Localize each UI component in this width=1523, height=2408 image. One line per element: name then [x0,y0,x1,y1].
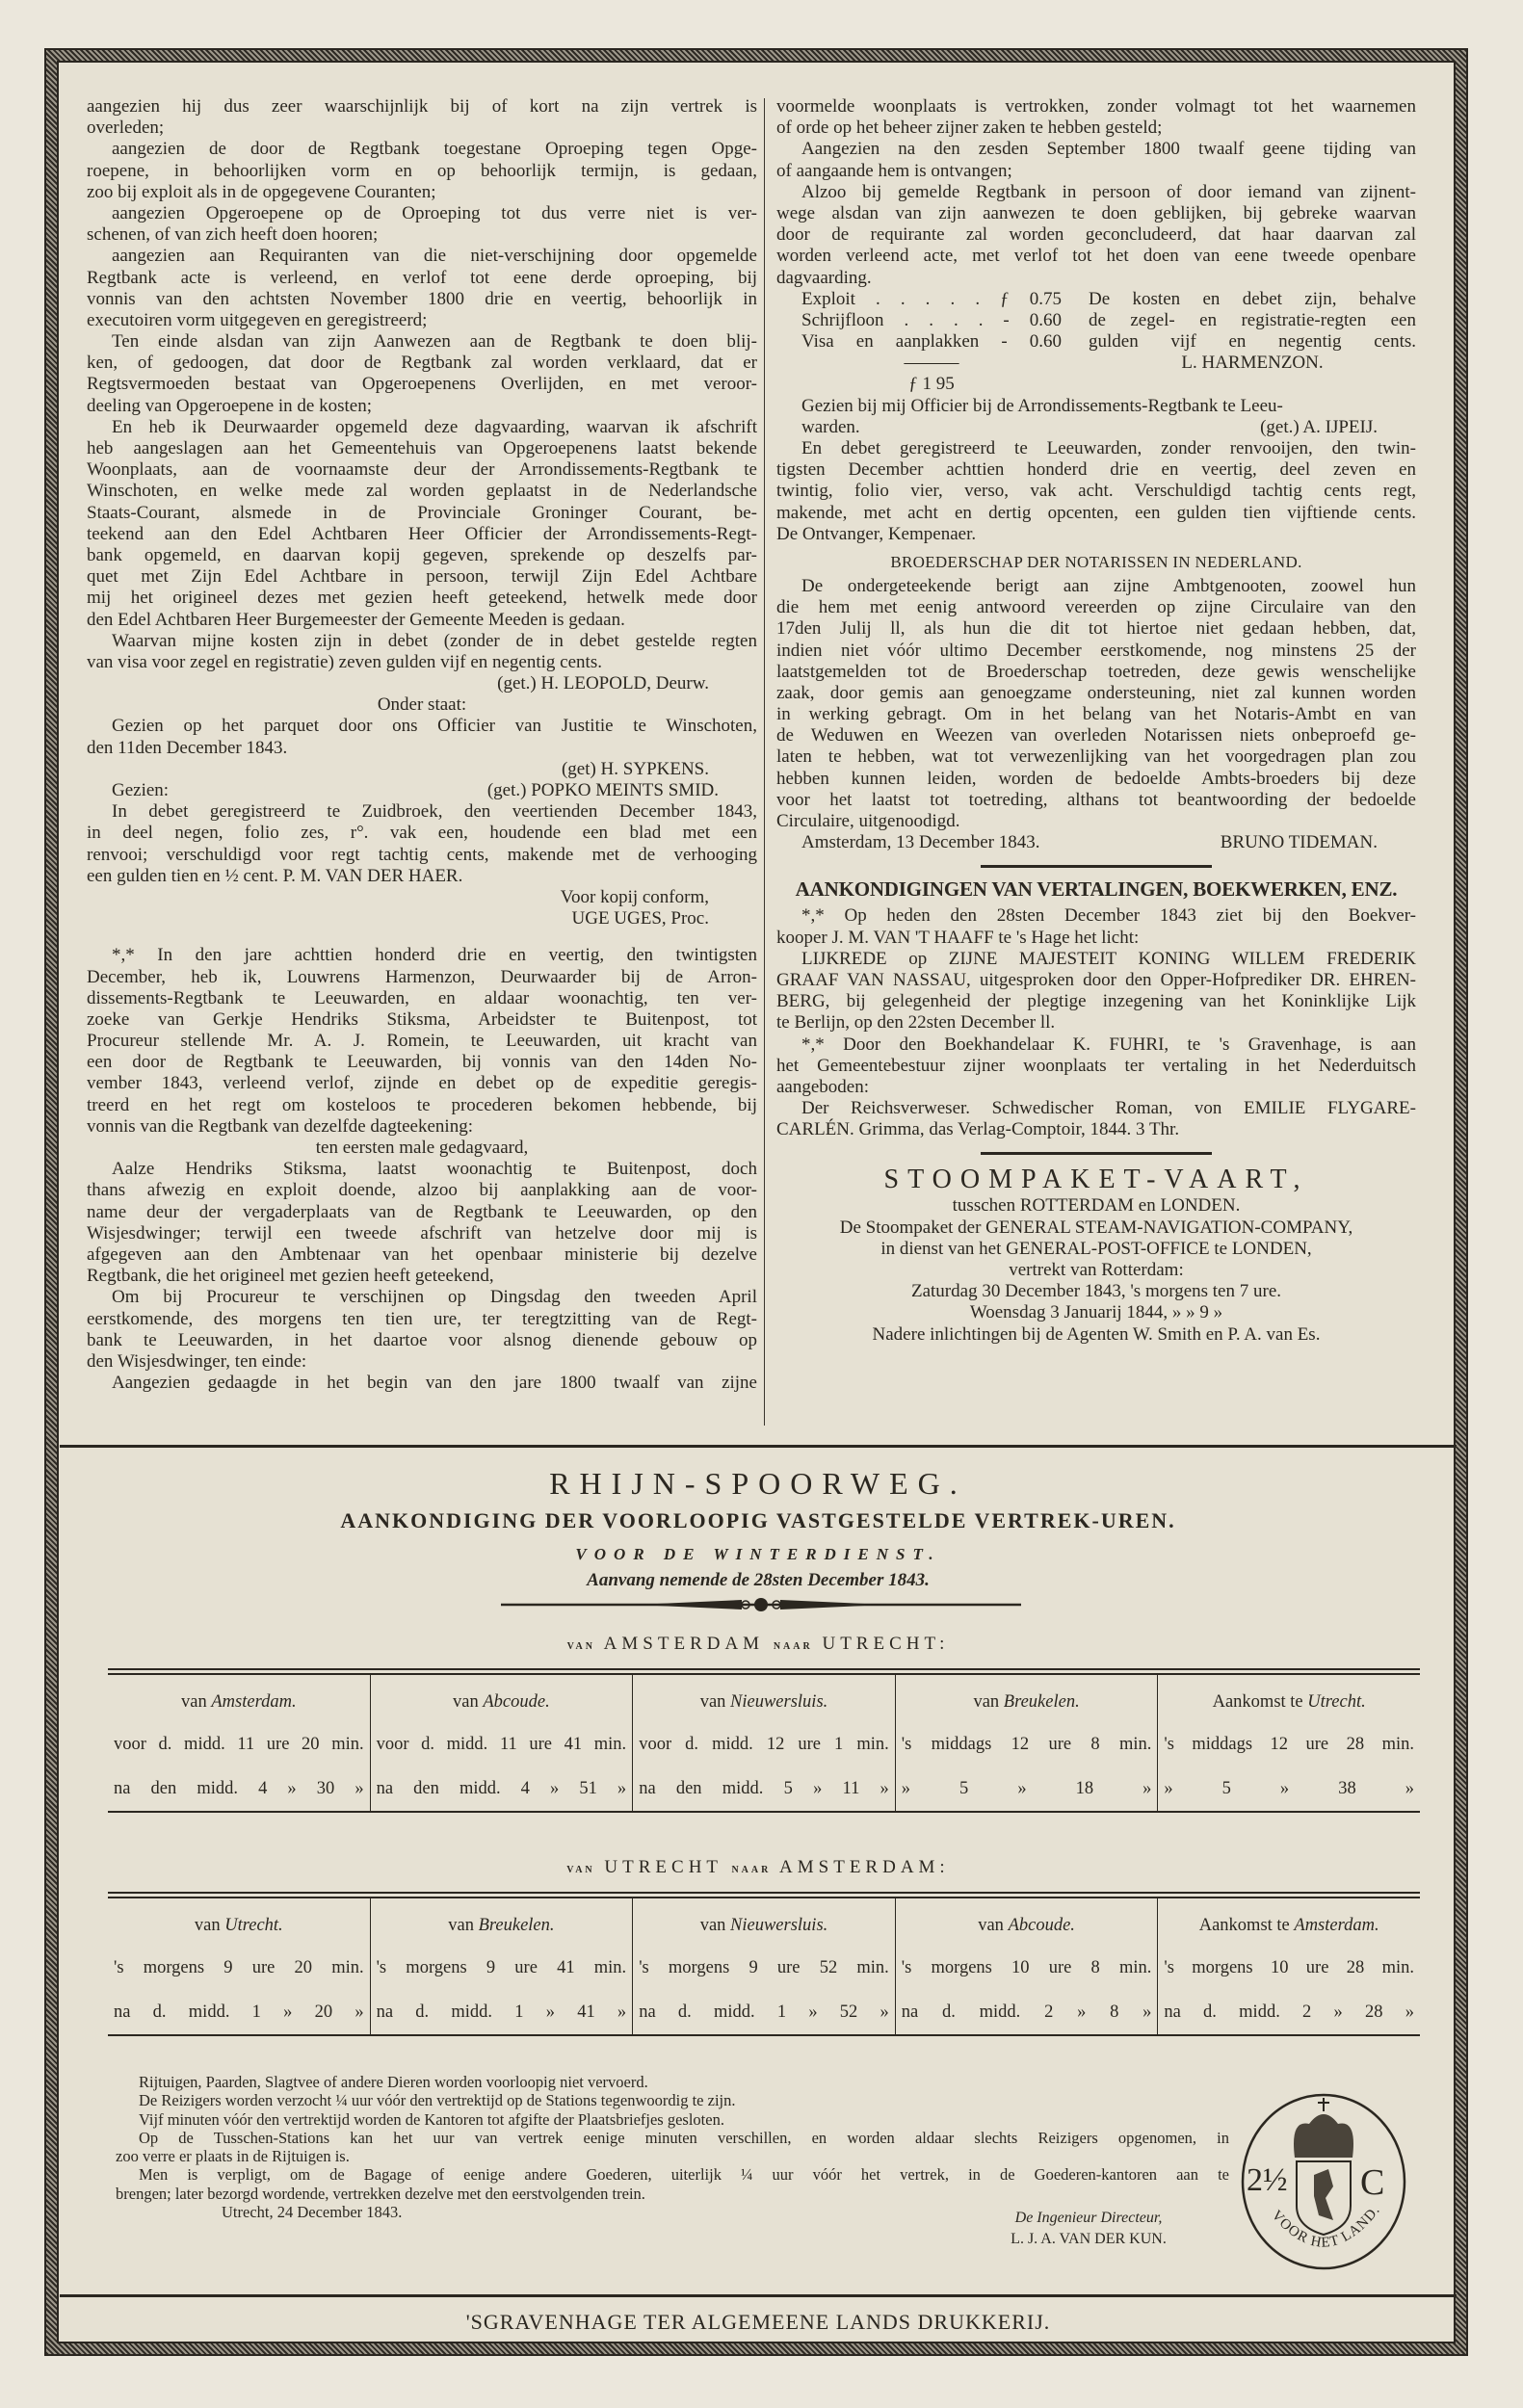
text-line: bank opgemeld, en daarvan kopij gegeven, sprekende op deszelfs par- [87,544,757,565]
column-header [377,1898,627,1946]
text-line: worden verleend acte, met verlof tot het doen van eene tweede openbare [776,246,1416,267]
column-header [902,1674,1152,1722]
railway-subtitle: AANKONDIGING DER VOORLOOPIG VASTGESTELDE VERTREK-UREN. [340,1508,1176,1532]
station-prefix: van [453,1692,479,1712]
text-line: En debet geregistreerd te Leeuwarden, zonder renvooijen, den twin- [801,438,1416,458]
text-line: den 11den December 1843. [87,737,288,758]
cost-note-line: L. HARMENZON. [1181,353,1324,374]
paragraph [776,905,1416,948]
cost-table [776,289,1416,396]
text-line: Regtsvermoeden bestaat van Opgeroepenens Overlijden, en met veroor- [87,374,757,395]
paragraph [87,203,757,246]
text-line: of orde op het beheer zijner zaken te hebben gesteld; [776,118,1163,139]
dir-van: VAN [566,1641,595,1652]
paragraph [776,1098,1416,1140]
departure-time: 's middags 12 ure 8 min. [901,1735,1152,1754]
centered-line: vertrekt van Rotterdam: [1009,1260,1184,1280]
paragraph [776,96,1416,139]
text-line: afgegeven aan den Ambtenaar van het openbaar ministerie bij dezelve [87,1243,757,1265]
text-line: vonnis van die Regtbank van dezelfde dagteekening: [87,1115,473,1137]
signature-line: (get) H. SYPKENS. [561,758,709,779]
timetable-column [1158,1898,1420,2034]
timetable-direction [60,1634,1457,1655]
text-line: aangezien aan Requiranten van die niet-verschijning door opgemelde [112,246,757,267]
departure-time: na d. midd. 2 » 28 » [1164,2002,1414,2022]
text-line: Waarvan mijne kosten zijn in debet (zonder de in debet gestelde regten [112,630,757,651]
text-line: indien niet vóór ultimo December eerstkomende, nog minstens 25 der [776,640,1416,661]
divider-rule [981,865,1212,868]
text-line: voor het laatst tot toetreding, althans tot beantwoording der bedoelde [776,789,1416,810]
text-line: Aangezien na den zesden September 1800 twaalf geene tijding van [801,139,1416,160]
text-line: Woonplaats, aan de voornaamste deur der Arrondissements-Regtbank te [87,459,757,481]
station-name: Utrecht. [1307,1692,1366,1712]
timetable-column [371,1898,634,2034]
centered-line: tusschen ROTTERDAM en LONDEN. [952,1195,1241,1217]
text-line: LIJKREDE op ZIJNE MAJESTEIT KONING WILLEM FREDERIK [801,948,1416,969]
timetable-direction [60,1857,1457,1878]
split-line [776,417,1416,438]
text-line: In debet geregistreerd te Zuidbroek, den veertienden December 1843, [112,801,757,823]
station-prefix: van [699,1692,726,1712]
text-line: dissements-Regtbank te Leeuwarden, en aldaar woonachtig, ten ver- [87,987,757,1008]
column-header [1164,1674,1414,1722]
paragraph [87,96,757,139]
signature-title: De Ingenieur Directeur, [1014,2210,1163,2226]
paragraph [776,438,1416,545]
departure-time: voor d. midd. 11 ure 20 min. [114,1735,364,1754]
line-left: Amsterdam, 13 December 1843. [801,832,1040,853]
text-line: laatstgemelden tot de Broederschap toetreden, deze gewis wenschelijke [776,661,1416,682]
timetable-column [371,1674,634,1811]
cost-item: Schrijfloon . . . . - 0.60 [801,309,1062,330]
text-line: executoiren vorm uitgegeven en geregistreerd; [87,309,428,330]
station-prefix: Aankomst te [1212,1692,1303,1712]
signature-block [925,2208,1252,2250]
line-right: (get.) A. IJPEIJ. [1260,416,1378,437]
printer-imprint: 'SGRAVENHAGE TER ALGEMEENE LANDS DRUKKERIJ. [465,2310,1051,2334]
signature-name: L. J. A. VAN DER KUN. [1011,2231,1167,2247]
timetable-column [633,1674,896,1811]
paragraph [776,139,1416,181]
cost-item: Visa en aanplakken - 0.60 [801,331,1062,353]
paragraph [87,1373,757,1394]
text-line: GRAAF VAN NASSAU, uitgesproken door den Opper-Hofprediker DR. EHREN- [776,969,1416,990]
text-line: in werking gebragt. Om in het belang van het Notaris-Ambt en van [776,704,1416,725]
centered-line: Zaturdag 30 December 1843, 's morgens ten 7 ure. [910,1281,1282,1302]
departure-time: 's morgens 10 ure 8 min. [901,1958,1152,1977]
text-line: teekend aan den Edel Achtbaren Heer Officier der Arrondissements-Regt- [87,523,757,544]
text-line: Gezien bij mij Officier bij de Arrondissements-Regtbank te Leeu- [801,395,1283,416]
text-line: aangeboden: [776,1076,870,1097]
departure-time: na d. midd. 1 » 20 » [114,2002,364,2022]
station-name: Nieuwersluis. [730,1692,828,1712]
timetable [108,1674,1420,1813]
dir-to: UTRECHT: [822,1634,950,1654]
text-line: of aangaande hem is ontvangen; [776,160,1012,181]
text-line: aangezien de door de Regtbank toegestane Oproeping tegen Opge- [112,139,757,160]
text-line: wege alsdan van zijn aanwezen te doen geblijken, bij gebreke waarvan [776,202,1416,223]
departure-time: 's morgens 9 ure 20 min. [114,1958,364,1977]
departure-time: na d. midd. 1 » 41 » [376,2002,627,2022]
text-line: door de requirante zal worden geconcludeerd, dat haar daarvan zal [776,224,1416,246]
text-line: een door de Regtbank te Leeuwarden, bij vonnis van den 14den No- [87,1052,757,1073]
railway-title: RHIJN-SPOORWEG. [549,1466,967,1501]
note-line: Men is verpligt, om de Bagage of eenige andere Goederen, uiterlijk ¼ uur vóór het vertrek, in de Goederen-kantoren aan te [139,2165,1229,2185]
text-line: hebben kunnen leiden, worden de bedoelde Ambts-broeders bij deze [776,768,1416,789]
paragraph [87,1287,757,1373]
stamp-motto: VOOR HET LAND. [1268,2202,1384,2251]
lion-icon [1314,2169,1333,2220]
text-line: *,* In den jare achttien honderd drie en veertig, den twintigsten [112,945,757,966]
text-line: roepene, in behoorlijken vorm en op behoorlijk termijn, is gedaan, [87,160,757,181]
spacer [87,929,757,945]
text-line: die hem met eenig antwoord vereerden op zijne Circulaire van den [776,597,1416,618]
right-column [776,96,1416,1346]
timetable-column [633,1898,896,2034]
dir-van: VAN [566,1865,595,1875]
departure-time: » 5 » 18 » [901,1779,1152,1798]
column-header [114,1898,364,1946]
centered-line: ten eersten male gedagvaard, [315,1138,529,1158]
text-line: Winschoten, en welke mede zal worden geplaatst in de Nederlandsche [87,481,757,502]
station-name: Breukelen. [1003,1692,1080,1712]
ornament-divider [501,1595,1021,1614]
column-header [902,1898,1152,1946]
column-header [639,1898,889,1946]
railway-start-date: Aanvang nemende de 28sten December 1843. [587,1570,930,1590]
paragraph [776,949,1416,1034]
note-line: De Reizigers worden verzocht ¼ uur vóór den vertrektijd op de Stations tegenwoordig te zijn. [139,2091,736,2110]
text-line: renvooi; verschuldigd voor regt tachtig cents, makende met de verhooging [87,844,757,865]
railway-service: VOOR DE WINTERDIENST. [575,1545,941,1563]
station-prefix: van [194,1916,221,1935]
station-name: Utrecht. [224,1916,283,1935]
text-line: treerd en het regt om kosteloos te procederen bekomen hebbende, bij [87,1094,757,1115]
text-line: dagvaarding. [776,267,872,288]
paragraph [87,139,757,203]
line-left: warden. [801,416,860,437]
paragraph [776,1034,1416,1099]
text-line: kooper J. M. VAN 'T HAAFF te 's Hage het licht: [776,927,1140,948]
cost-items [776,289,1062,396]
text-line: Staats-Courant, alsmede in de Provinciale Groninger Courant, be- [87,502,757,523]
text-line: aangezien hij dus zeer waarschijnlijk bij of kort na zijn vertrek is [87,96,757,117]
departure-time: na den midd. 4 » 51 » [376,1779,627,1798]
station-name: Nieuwersluis. [730,1916,828,1935]
timetable-column [896,1898,1159,2034]
dir-from: UTRECHT [604,1857,722,1877]
text-line: vember 1843, verleend verlof, zijnde en debet op de expeditie geregis- [87,1073,757,1094]
timetable-column [108,1674,371,1811]
text-line: mij het origineel dezes met gezien heeft geteekend, hetwelk mede door [87,588,757,609]
text-line: eerstkomende, des morgens ten tien ure, ter teregtzitting van de Regt- [87,1308,757,1329]
departure-time: 's morgens 10 ure 28 min. [1164,1958,1414,1977]
note-line: Utrecht, 24 December 1843. [222,2203,403,2222]
text-line: te Berlijn, op den 22sten December ll. [776,1012,1056,1034]
text-line: De Ontvanger, Kempenaer. [776,523,977,544]
paragraph [87,331,757,417]
departure-time: voor d. midd. 12 ure 1 min. [639,1735,889,1754]
section-heading: AANKONDIGINGEN VAN VERTALINGEN, BOEKWERKEN, ENZ. [795,877,1398,902]
section-rule [60,1445,1457,1448]
text-line: laten te hebben, wat tot verwezenlijking van het voorgedragen plan zou [776,746,1416,768]
text-line: Aangezien gedaagde in het begin van den jare 1800 twaalf van zijne [112,1373,757,1394]
departure-time: 's morgens 9 ure 52 min. [639,1958,889,1977]
text-line: in deel negen, folio zes, r°. vak een, houdende een blad met een [87,823,757,844]
steamship-title: STOOMPAKET-VAART, [883,1165,1309,1195]
station-prefix: van [181,1692,207,1712]
text-line: Regtbank, die het origineel met gezien heeft geteekend, [87,1266,494,1287]
text-line: thans afwezig en exploit doende, alzoo bij aanplakking aan de voor- [87,1180,757,1201]
text-line: Alzoo bij gemelde Regtbank in persoon of door iemand van zijnent- [801,181,1416,202]
text-line: tigsten December achttien honderd drie en veertig, deel zeven en [776,459,1416,481]
text-line: Regtbank acte is verleend, en verlof tot eene derde oproeping, bij [87,267,757,288]
column-divider [764,98,765,1426]
station-prefix: van [448,1916,474,1935]
column-header [639,1674,889,1722]
centered-line: De Stoompaket der GENERAL STEAM-NAVIGATION-COMPANY, [839,1217,1353,1238]
text-line: zoo bij exploit als in de opgegevene Couranten; [87,181,436,202]
paragraph [87,246,757,331]
paragraph [87,417,757,631]
text-line: deeling van Opgeroepene in de kosten; [87,395,372,416]
dir-naar: NAAR [731,1865,772,1875]
text-line: Om bij Procureur te verschijnen op Dingsdag den tweeden April [112,1287,757,1308]
centered-line: Nadere inlichtingen bij de Agenten W. Smith en P. A. van Es. [872,1323,1321,1345]
departure-time: 's morgens 9 ure 41 min. [376,1958,627,1977]
text-line: Ten einde alsdan van zijn Aanwezen aan de Regtbank te doen blij- [112,331,757,353]
section-heading: BROEDERSCHAP DER NOTARISSEN IN NEDERLAND. [890,552,1302,571]
note-line: zoo verre er plaats in de Rijtuigen is. [116,2147,350,2166]
signature-line: UGE UGES, Proc. [571,908,709,929]
cost-note-line: gulden vijf en negentig cents. [1089,331,1416,353]
station-name: Abcoude. [483,1692,550,1712]
departure-time: » 5 » 38 » [1164,1779,1414,1798]
station-prefix: van [699,1916,726,1935]
signature-line: Voor kopij conform, [560,886,709,907]
cost-note [1089,289,1416,396]
text-line: twintig, folio vier, verso, vak acht. Verschuldigd tachtig cents regt, [776,481,1416,502]
station-name: Amsterdam. [1294,1916,1379,1935]
text-line: schenen, of van zich heeft doen hooren; [87,224,379,246]
text-line: Gezien op het parquet door ons Officier van Justitie te Winschoten, [112,716,757,737]
text-line: ken, of gedoogen, dat door de Regtbank zal worden verklaard, dat er [87,353,757,374]
column-header [1164,1898,1414,1946]
divider-rule [981,1152,1212,1155]
paragraph [776,576,1416,832]
paragraph [87,631,757,673]
station-name: Abcoude. [1008,1916,1075,1935]
split-line [776,832,1416,853]
split-line [87,780,757,801]
column-header [377,1674,627,1722]
text-line: name deur der vergaderplaats van de Regtbank te Leeuwarden, op den [87,1201,757,1222]
station-name: Amsterdam. [211,1692,297,1712]
tax-stamp [1237,2090,1410,2273]
text-line: *,* Door den Boekhandelaar K. FUHRI, te 's Gravenhage, is aan [801,1034,1416,1055]
text-line: CARLÉN. Grimma, das Verlag-Comptoir, 1844. 3 Thr. [776,1119,1180,1140]
stamp-value: 2½ [1247,2162,1288,2198]
cost-note-line: de zegel- en registratie-regten een [1089,309,1416,330]
signature-line: (get.) H. LEOPOLD, Deurw. [497,673,709,694]
note-line: Vijf minuten vóór den vertrektijd worden de Kantoren tot afgifte der Plaatsbriefjes gesloten. [139,2109,724,2129]
departure-time: na d. midd. 2 » 8 » [901,2002,1152,2022]
station-name: Breukelen. [478,1916,555,1935]
text-line: voormelde woonplaats is vertrokken, zonder volmagt tot het waarnemen [776,96,1416,117]
centered-line: Woensdag 3 Januarij 1844, » » 9 » [969,1302,1223,1323]
text-line: zoeke van Gerkje Hendriks Stiksma, Arbeidster te Buitenpost, tot [87,1008,757,1030]
paragraph [87,945,757,1138]
text-line: overleden; [87,118,165,139]
text-line: BERG, bij gelegenheid der plegtige inzegening van het Koninklijke Lijk [776,991,1416,1012]
note-line: brengen; later bezorgd wordende, vertrekken dezelve met den eerstvolgenden trein. [116,2184,645,2203]
note-line: Rijtuigen, Paarden, Slagtvee of andere Dieren worden voorloopig niet vervoerd. [139,2073,648,2091]
text-line: aangezien Opgeroepene op de Oproeping tot dus verre niet is ver- [112,202,757,223]
departure-time: 's middags 12 ure 28 min. [1164,1735,1414,1754]
timetable-column [896,1674,1159,1811]
text-line: Der Reichsverweser. Schwedischer Roman, von EMILIE FLYGARE- [801,1098,1416,1119]
timetable-column [108,1898,371,2034]
text-line: van visa voor zegel en registratie) zeven gulden vijf en negentig cents. [87,651,602,672]
text-line: de Weduwen en Weezen van overleden Notarissen niets onbeproefd ge- [776,725,1416,746]
cost-item: ƒ 1 95 [908,374,955,395]
text-line: 17den Julij ll, als hun die dit tot hiertoe niet gedaan hebben, dat, [776,618,1416,640]
note-line: Op de Tusschen-Stations kan het uur van vertrek eenige minuten verschillen, en worden aldaar slechts Reizigers opgenomen, in [139,2128,1229,2147]
text-line: een gulden tien en ½ cent. P. M. VAN DER HAER. [87,865,463,886]
crown-icon [1294,2114,1353,2158]
dir-to: AMSTERDAM: [779,1857,950,1877]
text-line: December, heb ik, Louwrens Harmenzon, Deurwaarder bij de Arron- [87,966,757,987]
text-line: den Edel Achtbaren Heer Burgemeester der Gemeente Meeden is gedaan. [87,609,625,630]
stamp-unit: C [1360,2162,1385,2203]
paragraph [87,1159,757,1287]
paragraph [776,396,1416,417]
railway-notes [116,2073,1229,2221]
text-line: vonnis van den achtsten November 1800 drie en veertig, behoorlijk in [87,288,757,309]
cost-note-line: De kosten en debet zijn, behalve [1089,288,1416,309]
line-right: BRUNO TIDEMAN. [1220,832,1378,853]
text-line: makende, met acht en dertig opcenten, een gulden tien vijftiende cents. [776,502,1416,523]
text-line: zaak, door gemis aan genoegzame ondersteuning, niet zal kunnen worden [776,682,1416,703]
dir-from: AMSTERDAM [603,1634,765,1654]
text-line: den Wisjesdwinger, ten einde: [87,1350,307,1372]
dir-naar: NAAR [773,1641,813,1652]
line-left: Gezien: [112,780,170,800]
left-column [87,96,757,1394]
paragraph [87,716,757,758]
departure-time: voor d. midd. 11 ure 41 min. [376,1735,627,1754]
timetable [108,1898,1420,2036]
footer-rule [60,2294,1457,2297]
station-prefix: van [973,1692,1000,1712]
station-prefix: van [978,1916,1004,1935]
text-line: heb aangeslagen aan het Gemeentehuis van Opgeroepenens laatst bekende [87,438,757,458]
text-line: En heb ik Deurwaarder opgemeld deze dagvaarding, waarvan ik afschrift [112,416,757,437]
departure-time: na den midd. 4 » 30 » [114,1779,364,1798]
text-line: *,* Op heden den 28sten December 1843 ziet bij den Boekver- [801,905,1416,927]
line-right: (get.) POPKO MEINTS SMID. [486,780,719,800]
departure-time: na d. midd. 1 » 52 » [639,2002,889,2022]
cost-item: ——— [904,353,959,374]
departure-time: na den midd. 5 » 11 » [639,1779,889,1798]
text-line: Circulaire, uitgenoodigd. [776,811,960,831]
text-line: het Gemeentebestuur zijner woonplaats ter vertaling in het Nederduitsch [776,1055,1416,1076]
text-line: bank te Leeuwarden, in het daartoe voor alsnog dienende gebouw op [87,1329,757,1350]
column-header [114,1674,364,1722]
paragraph [776,182,1416,289]
centered-line: Onder staat: [377,694,467,716]
text-line: Aalze Hendriks Stiksma, laatst woonachtig te Buitenpost, doch [112,1159,757,1180]
station-prefix: Aankomst te [1198,1916,1290,1935]
centered-line: in dienst van het GENERAL-POST-OFFICE te LONDEN, [880,1238,1312,1259]
paragraph [87,801,757,887]
cost-item: Exploit . . . . . ƒ 0.75 [801,288,1062,309]
text-line: quet met Zijn Edel Achtbare in persoon, terwijl Zijn Edel Achtbare [87,566,757,588]
text-line: Procureur stellende Mr. A. J. Romein, te Leeuwarden, uit kracht van [87,1031,757,1052]
text-line: Wisjesdwinger; terwijl een tweede afschrift van hetzelve door mij is [87,1222,757,1243]
timetable-column [1158,1674,1420,1811]
text-line: De ondergeteekende berigt aan zijne Ambtgenooten, zoowel hun [801,575,1416,596]
